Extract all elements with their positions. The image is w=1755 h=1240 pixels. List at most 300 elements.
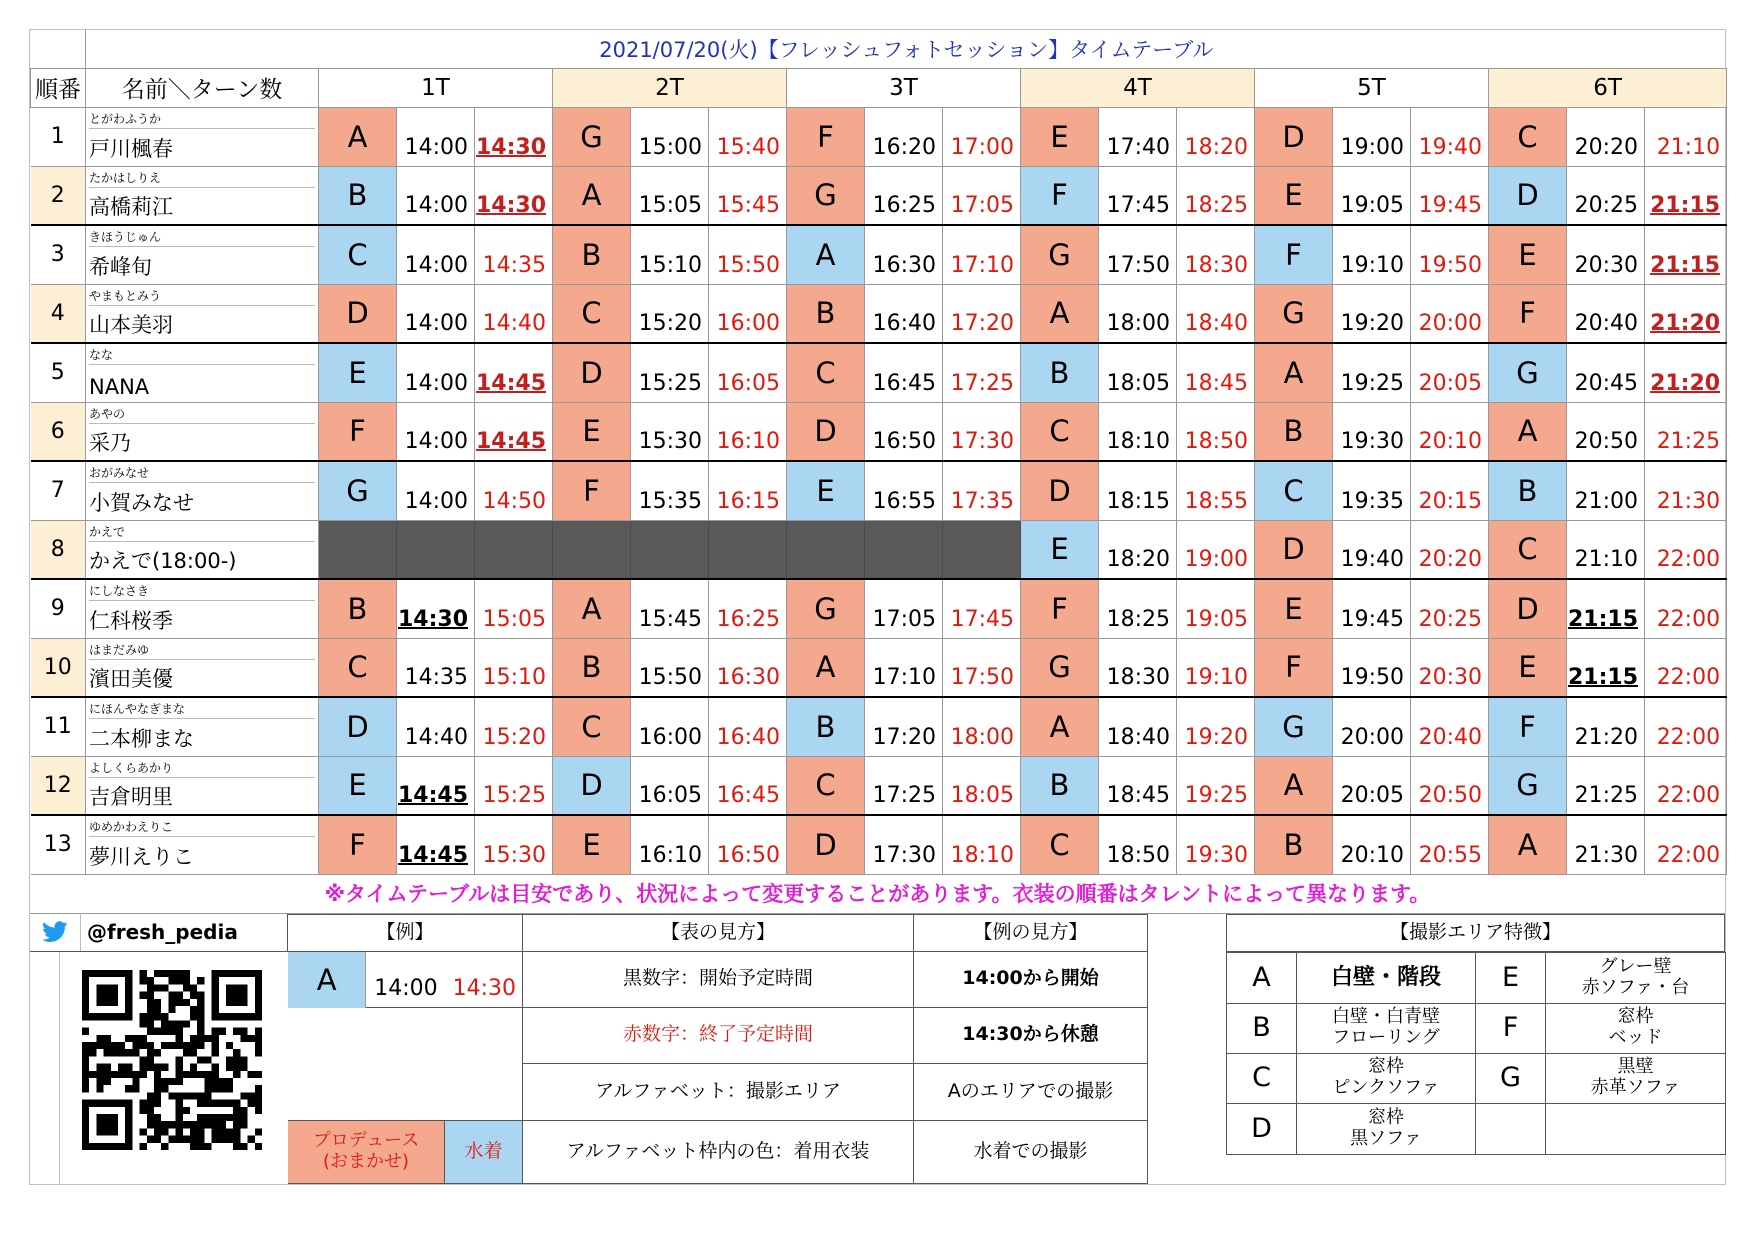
- slot-end-time: 18:30: [1177, 225, 1255, 284]
- area-description: 窓枠 ベッド: [1545, 1003, 1726, 1054]
- slot-end-time: 21:20: [1645, 343, 1727, 402]
- slot-end-time: 22:00: [1645, 638, 1727, 697]
- slot-start-time: 21:25: [1567, 756, 1645, 815]
- row-order: 4: [31, 284, 86, 343]
- slot-start-time: 20:30: [1567, 225, 1645, 284]
- slot-start-time: 15:30: [631, 402, 709, 461]
- legend-example-4: 水着での撮影: [913, 1120, 1148, 1184]
- slot-start-time: 14:45: [397, 756, 475, 815]
- slot-end-time: 15:45: [709, 166, 787, 225]
- slot-start-time: 19:10: [1333, 225, 1411, 284]
- slot-start-time: 14:30: [397, 579, 475, 638]
- slot-area: D: [1489, 166, 1567, 225]
- row-furigana: とがわふうか: [89, 110, 315, 129]
- slot-area: A: [787, 225, 865, 284]
- slot-end-time: 18:20: [1177, 107, 1255, 166]
- slot-start-time: 14:00: [397, 225, 475, 284]
- slot-end-time: 16:25: [709, 579, 787, 638]
- slot-area: A: [553, 166, 631, 225]
- area-code: C: [1226, 1053, 1297, 1104]
- slot-end-time: 17:35: [943, 461, 1021, 520]
- slot-area: C: [319, 638, 397, 697]
- slot-end-time: 21:15: [1645, 166, 1727, 225]
- slot-start-time: 14:00: [397, 402, 475, 461]
- slot-start-time: 18:30: [1099, 638, 1177, 697]
- row-name-cell: [86, 402, 319, 461]
- slot-area: E: [319, 343, 397, 402]
- slot-start-time: 15:20: [631, 284, 709, 343]
- slot-start-time: 14:40: [397, 697, 475, 756]
- row-name: 戸川楓春: [89, 136, 173, 161]
- row-name: 二本柳まな: [89, 726, 194, 751]
- slot-area: A: [553, 579, 631, 638]
- slot-start-time: 18:00: [1099, 284, 1177, 343]
- slot-start-time: 20:20: [1567, 107, 1645, 166]
- slot-area: G: [1021, 225, 1099, 284]
- slot-end-time: 20:25: [1411, 579, 1489, 638]
- slot-end-time: 22:00: [1645, 520, 1727, 579]
- slot-start-time: 18:50: [1099, 815, 1177, 874]
- slot-area: C: [1021, 815, 1099, 874]
- unavailable-slot: [319, 520, 397, 579]
- slot-start-time: 15:05: [631, 166, 709, 225]
- twitter-handle[interactable]: @fresh_pedia: [87, 920, 238, 944]
- row-order: 7: [31, 461, 86, 520]
- slot-end-time: 22:00: [1645, 697, 1727, 756]
- slot-start-time: 15:25: [631, 343, 709, 402]
- legend-example-2: 14:30から休憩: [913, 1007, 1148, 1064]
- slot-end-time: 22:00: [1645, 815, 1727, 874]
- slot-end-time: 16:40: [709, 697, 787, 756]
- slot-end-time: 18:45: [1177, 343, 1255, 402]
- slot-end-time: 20:40: [1411, 697, 1489, 756]
- area-code: E: [1475, 952, 1546, 1004]
- slot-area: B: [787, 284, 865, 343]
- twitter-row: [30, 914, 288, 952]
- slot-start-time: 21:30: [1567, 815, 1645, 874]
- slot-area: C: [553, 697, 631, 756]
- slot-end-time: 17:10: [943, 225, 1021, 284]
- slot-start-time: 17:50: [1099, 225, 1177, 284]
- slot-area: A: [1255, 343, 1333, 402]
- slot-start-time: 21:15: [1567, 638, 1645, 697]
- slot-area: F: [1489, 697, 1567, 756]
- legend-howto-header: 【表の見方】: [522, 914, 914, 952]
- slot-start-time: 16:45: [865, 343, 943, 402]
- slot-start-time: 19:50: [1333, 638, 1411, 697]
- slot-start-time: 14:00: [397, 166, 475, 225]
- slot-start-time: 18:25: [1099, 579, 1177, 638]
- slot-start-time: 17:10: [865, 638, 943, 697]
- slot-end-time: 19:20: [1177, 697, 1255, 756]
- slot-area: E: [319, 756, 397, 815]
- row-furigana: にしなさき: [89, 582, 315, 601]
- slot-end-time: 19:05: [1177, 579, 1255, 638]
- row-furigana: なな: [89, 346, 315, 365]
- legend-howto-3: アルファベット：撮影エリア: [522, 1063, 914, 1121]
- slot-area: A: [1255, 756, 1333, 815]
- row-furigana: かえで: [89, 523, 315, 542]
- row-name: 仁科桜季: [89, 608, 173, 633]
- slot-start-time: 19:00: [1333, 107, 1411, 166]
- slot-area: B: [1021, 756, 1099, 815]
- slot-start-time: 20:25: [1567, 166, 1645, 225]
- slot-start-time: 15:35: [631, 461, 709, 520]
- slot-area: E: [1021, 520, 1099, 579]
- row-furigana: にほんやなぎまな: [89, 700, 315, 719]
- slot-area: G: [787, 166, 865, 225]
- table-row: [31, 815, 1727, 874]
- slot-end-time: 19:40: [1411, 107, 1489, 166]
- slot-end-time: 18:55: [1177, 461, 1255, 520]
- slot-start-time: 21:00: [1567, 461, 1645, 520]
- slot-area: C: [319, 225, 397, 284]
- row-order: 5: [31, 343, 86, 402]
- slot-end-time: 18:05: [943, 756, 1021, 815]
- slot-area: F: [319, 815, 397, 874]
- row-order: 2: [31, 166, 86, 225]
- slot-area: B: [319, 166, 397, 225]
- slot-start-time: 14:00: [397, 284, 475, 343]
- slot-end-time: 18:25: [1177, 166, 1255, 225]
- slot-start-time: 16:10: [631, 815, 709, 874]
- slot-area: F: [1489, 284, 1567, 343]
- legend-section: [30, 914, 1725, 1184]
- header-turn-1: 1T: [319, 68, 553, 107]
- slot-end-time: 16:10: [709, 402, 787, 461]
- slot-area: A: [1021, 284, 1099, 343]
- slot-area: B: [1255, 815, 1333, 874]
- legend-example-header: 【例】: [288, 914, 523, 952]
- slot-area: D: [553, 756, 631, 815]
- slot-end-time: 18:50: [1177, 402, 1255, 461]
- area-description: 窓枠 黒ソファ: [1296, 1103, 1476, 1155]
- row-furigana: ゆめかわえりこ: [89, 818, 315, 837]
- slot-area: G: [1255, 284, 1333, 343]
- slot-start-time: 21:10: [1567, 520, 1645, 579]
- slot-area: G: [1021, 638, 1099, 697]
- slot-area: C: [787, 756, 865, 815]
- slot-area: E: [553, 815, 631, 874]
- slot-start-time: 17:30: [865, 815, 943, 874]
- slot-end-time: 19:00: [1177, 520, 1255, 579]
- slot-area: B: [1021, 343, 1099, 402]
- unavailable-slot: [943, 520, 1021, 579]
- slot-area: B: [553, 225, 631, 284]
- slot-end-time: 22:00: [1645, 756, 1727, 815]
- slot-area: D: [1021, 461, 1099, 520]
- slot-start-time: 21:15: [1567, 579, 1645, 638]
- row-furigana: おがみなせ: [89, 464, 315, 483]
- row-furigana: たかはしりえ: [89, 169, 315, 188]
- table-row: [31, 461, 1727, 520]
- slot-area: B: [1255, 402, 1333, 461]
- row-name: 夢川えりこ: [89, 844, 194, 869]
- area-description: グレー壁 赤ソファ・台: [1545, 952, 1726, 1004]
- area-code: B: [1226, 1003, 1297, 1054]
- row-order: 9: [31, 579, 86, 638]
- row-name: かえで(18:00-): [89, 549, 237, 573]
- slot-start-time: 16:55: [865, 461, 943, 520]
- timetable-sheet: [29, 29, 1726, 1185]
- slot-start-time: 19:40: [1333, 520, 1411, 579]
- slot-area: D: [1489, 579, 1567, 638]
- slot-end-time: 16:05: [709, 343, 787, 402]
- legend-howto-2: 赤数字：終了予定時間: [522, 1007, 914, 1064]
- slot-area: C: [553, 284, 631, 343]
- slot-end-time: 16:00: [709, 284, 787, 343]
- slot-start-time: 20:05: [1333, 756, 1411, 815]
- slot-end-time: 14:35: [475, 225, 553, 284]
- header-turn-5: 5T: [1255, 68, 1489, 107]
- table-row: [31, 225, 1727, 284]
- slot-start-time: 15:45: [631, 579, 709, 638]
- table-row: [31, 402, 1727, 461]
- slot-end-time: 17:50: [943, 638, 1021, 697]
- slot-end-time: 19:10: [1177, 638, 1255, 697]
- legend-howto-4: アルファベット枠内の色：着用衣装: [522, 1120, 914, 1184]
- header-name: 名前＼ターン数: [86, 68, 319, 107]
- row-name-cell: [86, 697, 319, 756]
- slot-start-time: 16:50: [865, 402, 943, 461]
- row-name-cell: [86, 520, 319, 579]
- slot-end-time: 15:20: [475, 697, 553, 756]
- slot-start-time: 19:45: [1333, 579, 1411, 638]
- slot-end-time: 21:15: [1645, 225, 1727, 284]
- row-name-cell: [86, 166, 319, 225]
- slot-start-time: 20:40: [1567, 284, 1645, 343]
- row-order: 6: [31, 402, 86, 461]
- row-order: 8: [31, 520, 86, 579]
- timetable: [30, 30, 1727, 875]
- slot-end-time: 14:30: [475, 107, 553, 166]
- slot-area: E: [787, 461, 865, 520]
- row-furigana: きほうじゅん: [89, 228, 315, 247]
- slot-end-time: 19:25: [1177, 756, 1255, 815]
- unavailable-slot: [709, 520, 787, 579]
- slot-area: A: [1489, 402, 1567, 461]
- slot-end-time: 17:00: [943, 107, 1021, 166]
- slot-start-time: 17:20: [865, 697, 943, 756]
- slot-end-time: 14:45: [475, 402, 553, 461]
- legend-produce-label: プロデュース (おまかせ): [288, 1120, 445, 1184]
- slot-end-time: 20:00: [1411, 284, 1489, 343]
- slot-area: E: [1489, 638, 1567, 697]
- area-code: F: [1475, 1003, 1546, 1054]
- slot-area: A: [1021, 697, 1099, 756]
- slot-start-time: 19:25: [1333, 343, 1411, 402]
- slot-area: D: [787, 815, 865, 874]
- area-description: 白壁・白青壁 フローリング: [1296, 1003, 1476, 1054]
- unavailable-slot: [553, 520, 631, 579]
- slot-start-time: 19:30: [1333, 402, 1411, 461]
- table-row: [31, 343, 1727, 402]
- slot-area: D: [319, 697, 397, 756]
- row-name-cell: [86, 638, 319, 697]
- slot-end-time: 16:50: [709, 815, 787, 874]
- area-code: D: [1226, 1103, 1297, 1155]
- area-empty: [1545, 1103, 1726, 1155]
- table-row: [31, 107, 1727, 166]
- row-order: 12: [31, 756, 86, 815]
- slot-area: G: [553, 107, 631, 166]
- slot-area: F: [1021, 166, 1099, 225]
- row-name: 希峰旬: [89, 254, 152, 279]
- slot-area: D: [787, 402, 865, 461]
- slot-area: B: [1489, 461, 1567, 520]
- row-furigana: やまもとみう: [89, 287, 315, 306]
- row-name: 高橋莉江: [89, 195, 173, 219]
- slot-start-time: 16:40: [865, 284, 943, 343]
- slot-end-time: 20:05: [1411, 343, 1489, 402]
- row-name: 山本美羽: [89, 313, 173, 337]
- row-order: 1: [31, 107, 86, 166]
- slot-area: A: [787, 638, 865, 697]
- slot-area: E: [1255, 166, 1333, 225]
- slot-start-time: 15:00: [631, 107, 709, 166]
- slot-area: B: [553, 638, 631, 697]
- area-features-header: 【撮影エリア特徴】: [1226, 914, 1725, 952]
- row-name-cell: [86, 579, 319, 638]
- table-row: [31, 697, 1727, 756]
- slot-start-time: 14:00: [397, 461, 475, 520]
- slot-area: D: [1255, 107, 1333, 166]
- row-order: 13: [31, 815, 86, 874]
- slot-start-time: 20:00: [1333, 697, 1411, 756]
- slot-end-time: 17:45: [943, 579, 1021, 638]
- slot-start-time: 16:25: [865, 166, 943, 225]
- slot-area: F: [1255, 638, 1333, 697]
- slot-end-time: 15:05: [475, 579, 553, 638]
- slot-start-time: 15:10: [631, 225, 709, 284]
- table-row: [31, 284, 1727, 343]
- slot-end-time: 19:50: [1411, 225, 1489, 284]
- legend-swimsuit-label: 水着: [444, 1120, 523, 1184]
- row-furigana: よしくらあかり: [89, 759, 315, 778]
- slot-area: G: [787, 579, 865, 638]
- slot-area: G: [1489, 756, 1567, 815]
- slot-area: A: [1489, 815, 1567, 874]
- slot-start-time: 16:00: [631, 697, 709, 756]
- legend-howto-1: 黒数字：開始予定時間: [522, 951, 914, 1008]
- slot-end-time: 14:30: [475, 166, 553, 225]
- slot-end-time: 20:15: [1411, 461, 1489, 520]
- area-code: G: [1475, 1053, 1546, 1104]
- legend-example-area: A: [288, 952, 366, 1008]
- slot-area: G: [319, 461, 397, 520]
- qr-code[interactable]: [82, 970, 262, 1150]
- slot-area: G: [1255, 697, 1333, 756]
- slot-end-time: 15:30: [475, 815, 553, 874]
- slot-area: C: [1489, 520, 1567, 579]
- slot-area: C: [1021, 402, 1099, 461]
- unavailable-slot: [631, 520, 709, 579]
- header-row: [31, 68, 1727, 107]
- unavailable-slot: [397, 520, 475, 579]
- slot-start-time: 14:35: [397, 638, 475, 697]
- slot-end-time: 16:45: [709, 756, 787, 815]
- slot-end-time: 22:00: [1645, 579, 1727, 638]
- twitter-bird-icon: [30, 913, 81, 951]
- table-row: [31, 166, 1727, 225]
- slot-start-time: 20:45: [1567, 343, 1645, 402]
- slot-start-time: 16:05: [631, 756, 709, 815]
- row-name: 采乃: [89, 431, 131, 455]
- legend-example-howto-header: 【例の見方】: [913, 914, 1148, 952]
- slot-start-time: 17:40: [1099, 107, 1177, 166]
- slot-end-time: 15:10: [475, 638, 553, 697]
- slot-area: E: [553, 402, 631, 461]
- row-name-cell: [86, 756, 319, 815]
- slot-end-time: 15:50: [709, 225, 787, 284]
- slot-area: D: [1255, 520, 1333, 579]
- area-description: 白壁・階段: [1296, 952, 1476, 1004]
- slot-start-time: 14:00: [397, 107, 475, 166]
- slot-end-time: 20:55: [1411, 815, 1489, 874]
- slot-start-time: 18:45: [1099, 756, 1177, 815]
- slot-end-time: 17:25: [943, 343, 1021, 402]
- slot-end-time: 14:50: [475, 461, 553, 520]
- legend-example-1: 14:00から開始: [913, 951, 1148, 1008]
- slot-end-time: 15:40: [709, 107, 787, 166]
- slot-start-time: 21:20: [1567, 697, 1645, 756]
- slot-end-time: 17:05: [943, 166, 1021, 225]
- slot-end-time: 20:30: [1411, 638, 1489, 697]
- slot-area: E: [1021, 107, 1099, 166]
- slot-start-time: 19:20: [1333, 284, 1411, 343]
- slot-end-time: 19:45: [1411, 166, 1489, 225]
- slot-start-time: 18:10: [1099, 402, 1177, 461]
- slot-start-time: 17:05: [865, 579, 943, 638]
- slot-area: B: [787, 697, 865, 756]
- row-name: 小賀みなせ: [89, 490, 194, 515]
- slot-start-time: 18:20: [1099, 520, 1177, 579]
- slot-end-time: 18:40: [1177, 284, 1255, 343]
- slot-start-time: 15:50: [631, 638, 709, 697]
- slot-area: C: [1255, 461, 1333, 520]
- slot-end-time: 21:30: [1645, 461, 1727, 520]
- slot-end-time: 15:25: [475, 756, 553, 815]
- slot-area: C: [787, 343, 865, 402]
- table-row: [31, 579, 1727, 638]
- slot-area: F: [319, 402, 397, 461]
- header-order: 順番: [31, 68, 86, 107]
- slot-area: A: [319, 107, 397, 166]
- slot-area: F: [553, 461, 631, 520]
- slot-start-time: 17:45: [1099, 166, 1177, 225]
- row-name-cell: [86, 107, 319, 166]
- row-order: 10: [31, 638, 86, 697]
- row-name: NANA: [89, 374, 150, 399]
- slot-end-time: 16:15: [709, 461, 787, 520]
- slot-end-time: 18:10: [943, 815, 1021, 874]
- slot-end-time: 18:00: [943, 697, 1021, 756]
- slot-start-time: 16:30: [865, 225, 943, 284]
- row-name-cell: [86, 815, 319, 874]
- slot-area: F: [1255, 225, 1333, 284]
- area-empty: [1475, 1103, 1546, 1155]
- legend-example: [288, 952, 523, 1008]
- row-name-cell: [86, 225, 319, 284]
- unavailable-slot: [787, 520, 865, 579]
- slot-area: D: [553, 343, 631, 402]
- slot-start-time: 16:20: [865, 107, 943, 166]
- slot-end-time: 20:50: [1411, 756, 1489, 815]
- slot-end-time: 21:25: [1645, 402, 1727, 461]
- slot-end-time: 14:40: [475, 284, 553, 343]
- page-title: 2021/07/20(火)【フレッシュフォトセッション】タイムテーブル: [86, 30, 1727, 68]
- slot-area: F: [787, 107, 865, 166]
